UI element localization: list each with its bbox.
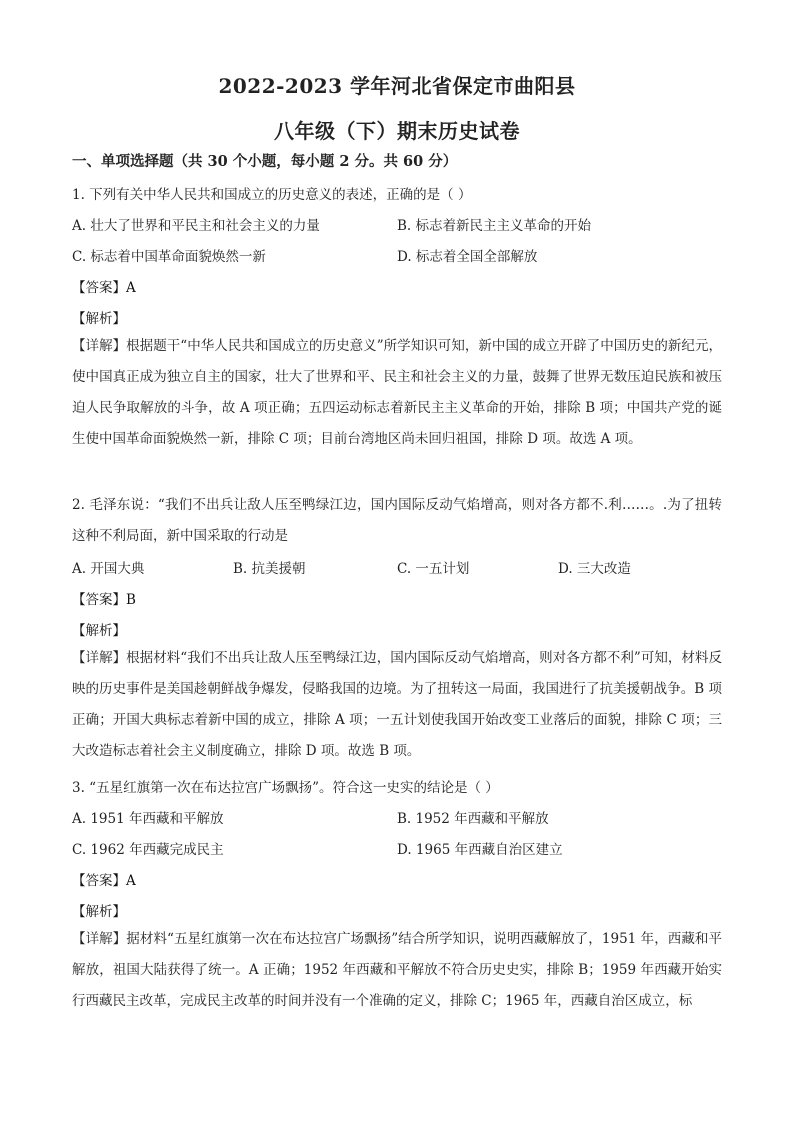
question-3-option-a: A. 1951 年西藏和平解放 — [72, 811, 224, 827]
question-1-stem: 1. 下列有关中华人民共和国成立的历史意义的表述，正确的是（ ） — [72, 187, 472, 203]
question-1-analysis-label: 【解析】 — [72, 311, 126, 327]
question-1-detail: 【详解】根据题干“中华人民共和国成立的历史意义”所学知识可知，新中国的成立开辟了中国历史的新纪元，使中国真正成为独立自主的国家，壮大了世界和平、民主和社会主义的力量，鼓舞了世界无数压迫民族和被压迫人民争取解放的斗争，故 A 项正确；五四运动标志着新民主主义革命的开始，排除 B 项；中国共产党的诞生使中国革命面貌焕然一新，排除 C 项；目前台湾地区尚未回归祖国，排除 D 项。故选 A 项。 — [72, 338, 722, 448]
question-3-option-d: D. 1965 年西藏自治区建立 — [397, 842, 563, 858]
question-2-analysis-label: 【解析】 — [72, 623, 126, 639]
question-3-detail: 【详解】据材料“五星红旗第一次在布达拉宫广场飘扬”结合所学知识，说明西藏解放了，1951 年，西藏和平解放，祖国大陆获得了统一。A 正确；1952 年西藏和平解放不符合历史史实，排除 B；1959 年西藏开始实行西藏民主改革，完成民主改革的时间并没有一个准确的定义，排除 C；1965 年，西藏自治区成立，标 — [72, 931, 722, 1010]
exam-title-line2: 八年级（下）期末历史试卷 — [274, 119, 520, 143]
question-2-option-c: C. 一五计划 — [397, 561, 470, 577]
question-2-option-d: D. 三大改造 — [558, 561, 631, 577]
question-3-analysis-label: 【解析】 — [72, 904, 126, 920]
question-1-answer: 【答案】A — [72, 280, 136, 296]
question-1-option-c: C. 标志着中国革命面貌焕然一新 — [72, 249, 266, 265]
question-3-option-c: C. 1962 年西藏完成民主 — [72, 842, 224, 858]
question-2-stem: 2. 毛泽东说：“我们不出兵让敌人压至鸭绿江边，国内国际反动气焰增高，则对各方都不.利……。.为了扭转这种不利局面，新中国采取的行动是 — [72, 497, 722, 545]
question-2-answer: 【答案】B — [72, 592, 136, 608]
section-header: 一、单项选择题（共 30 个小题，每小题 2 分。共 60 分） — [72, 153, 458, 170]
question-3-stem: 3. “五星红旗第一次在布达拉宫广场飘扬”。符合这一史实的结论是（ ） — [72, 780, 499, 796]
exam-title-line1: 2022-2023 学年河北省保定市曲阳县 — [218, 74, 576, 98]
question-2-option-b: B. 抗美援朝 — [233, 561, 306, 577]
question-3-answer: 【答案】A — [72, 873, 136, 889]
question-3-option-b: B. 1952 年西藏和平解放 — [397, 811, 549, 827]
question-2-option-a: A. 开国大典 — [72, 561, 145, 577]
question-2-detail: 【详解】根据材料“我们不出兵让敌人压至鸭绿江边，国内国际反动气焰增高，则对各方都不利”可知，材料反映的历史事件是美国趁朝鲜战争爆发，侵略我国的边境。为了扭转这一局面，我国进行了抗美援朝战争。B 项正确；开国大典标志着新中国的成立，排除 A 项；一五计划使我国开始改变工业落后的面貌，排除 C 项；三大改造标志着社会主义制度确立，排除 D 项。故选 B 项。 — [72, 650, 722, 760]
question-1-option-d: D. 标志着全国全部解放 — [397, 249, 538, 265]
question-1-option-a: A. 壮大了世界和平民主和社会主义的力量 — [72, 218, 320, 234]
question-1-option-b: B. 标志着新民主主义革命的开始 — [397, 218, 592, 234]
